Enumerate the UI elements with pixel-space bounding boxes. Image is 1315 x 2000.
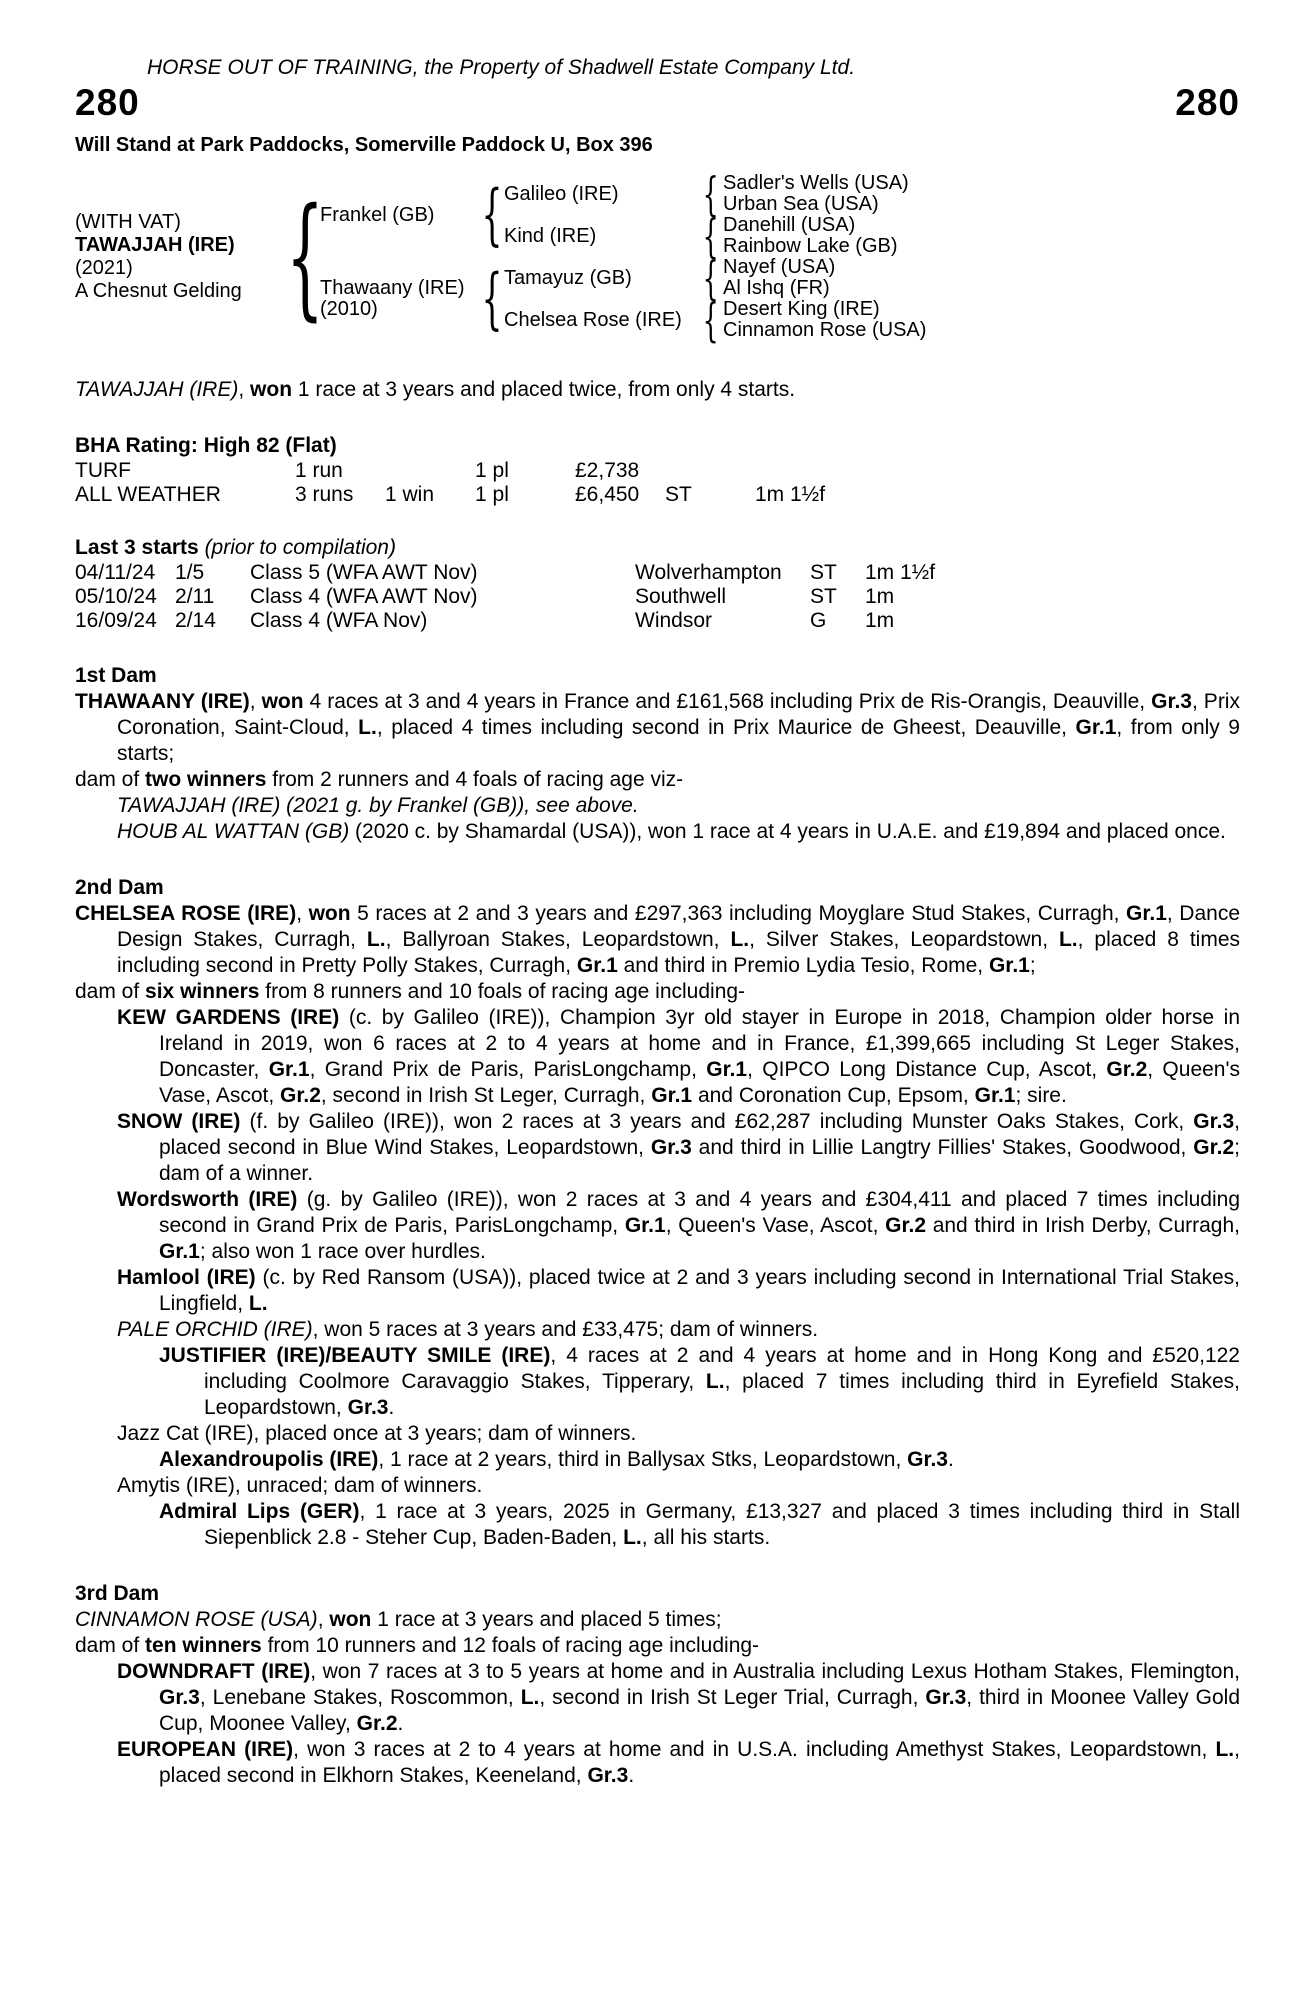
first-dam-heading: 1st Dam — [75, 664, 157, 687]
lot-number-row — [75, 84, 1240, 121]
pedigree-table — [75, 167, 1240, 347]
great-grandparent-name: Nayef (USA) — [723, 256, 836, 278]
table-cell — [755, 459, 1240, 483]
great-grandparent-name: Urban Sea (USA) — [723, 193, 879, 215]
table-cell: 1 run — [295, 459, 343, 482]
dam2-amytis-paragraph: Amytis (IRE), unraced; dam of winners. — [117, 1474, 483, 1497]
table-cell: ST — [810, 561, 837, 584]
race-record-table — [75, 459, 1240, 507]
sire-name: Frankel (GB) — [320, 203, 435, 226]
dam1-houb-al-wattan-paragraph: HOUB AL WATTAN (GB) (2020 c. by Shamardal (USA)), won 1 race at 4 years in U.A.E. and £19,894 and placed once. — [117, 820, 1226, 843]
dam3-downdraft-paragraph: DOWNDRAFT (IRE), won 7 races at 3 to 5 years at home and in Australia including Lexus Hotham Stakes, Flemington, Gr.3, Lenebane Stakes, Roscommon, L., second in Irish St Leger Trial, Curragh, Gr.3, third in Moonee Valley Gold Cup, Moonee Valley, Gr.2. — [117, 1660, 1240, 1735]
table-cell: 05/10/24 — [75, 585, 157, 608]
dam1-thawaany-paragraph: THAWAANY (IRE), won 4 races at 3 and 4 years in France and £161,568 including Prix de Ris-Orangis, Deauville, Gr.3, Prix Coronation, Saint-Cloud, L., placed 4 times including second in Prix Maurice de Gheest, Deauville, Gr.1, from only 9 starts; — [75, 690, 1240, 765]
horse-description: A Chesnut Gelding — [75, 280, 242, 302]
dam2-justifier-paragraph: JUSTIFIER (IRE)/BEAUTY SMILE (IRE), 4 races at 2 and 4 years at home and in Hong Kong and £520,122 including Coolmore Caravaggio Stakes, Tipperary, L., placed 7 times including third in Eyrefield Stakes, Leopardstown, Gr.3. — [159, 1344, 1240, 1419]
pedigree-brace-gg3: { — [702, 251, 720, 305]
great-grandparent-name: Al Ishq (FR) — [723, 277, 830, 299]
table-cell: 16/09/24 — [75, 609, 157, 632]
dam2-admiral-lips-paragraph: Admiral Lips (GER), 1 race at 3 years, 2025 in Germany, £13,327 and placed 3 times including third in Stall Siepenblick 2.8 - Steher Cup, Baden-Baden, L., all his starts. — [159, 1500, 1240, 1549]
third-dam-heading: 3rd Dam — [75, 1582, 160, 1605]
table-cell: 1m 1½f — [865, 561, 936, 584]
table-cell: Class 4 (WFA Nov) — [250, 609, 428, 632]
stand-location-line: Will Stand at Park Paddocks, Somerville Paddock U, Box 396 — [75, 134, 653, 156]
dam1-produce-line: dam of two winners from 2 runners and 4 foals of racing age viz- — [75, 768, 684, 791]
table-cell: Wolverhampton — [635, 561, 782, 584]
dam3-european-paragraph: EUROPEAN (IRE), won 3 races at 2 to 4 years at home and in U.S.A. including Amethyst Stakes, Leopardstown, L., placed second in Elkhorn Stakes, Keeneland, Gr.3. — [117, 1738, 1240, 1787]
dam2-kew-gardens-paragraph: KEW GARDENS (IRE) (c. by Galileo (IRE)), Champion 3yr old stayer in Europe in 2018, Champion older horse in Ireland in 2019, won 6 races at 2 to 4 years at home and in France, £1,399,665 including St Leger Stakes, Doncaster, Gr.1, Grand Prix de Paris, ParisLongchamp, Gr.1, QIPCO Long Distance Cup, Ascot, Gr.2, Queen's Vase, Ascot, Gr.2, second in Irish St Leger, Curragh, Gr.1 and Coronation Cup, Epsom, Gr.1; sire. — [117, 1006, 1240, 1107]
second-dam-heading: 2nd Dam — [75, 876, 164, 899]
table-cell: ST — [810, 585, 837, 608]
table-cell: 1 win — [385, 483, 435, 506]
dam2-snow-paragraph: SNOW (IRE) (f. by Galileo (IRE)), won 2 races at 3 years and £62,287 including Munster Oaks Stakes, Cork, Gr.3, placed second in Blue Wind Stakes, Leopardstown, Gr.3 and third in Lillie Langtry Fillies' Stakes, Goodwood, Gr.2; dam of a winner. — [117, 1110, 1240, 1185]
pedigree-brace-gg1: { — [702, 167, 720, 221]
dam2-hamlool-paragraph: Hamlool (IRE) (c. by Red Ransom (USA)), placed twice at 2 and 3 years including second in International Trial Stakes, Lingfield, L. — [117, 1266, 1240, 1315]
pedigree-brace-dam: { — [481, 260, 503, 337]
bha-rating-title: BHA Rating: High 82 (Flat) — [75, 434, 337, 457]
table-cell — [665, 459, 755, 483]
great-grandparent-name: Cinnamon Rose (USA) — [723, 319, 927, 341]
table-cell — [385, 459, 475, 483]
last-starts-section — [75, 535, 1240, 633]
dam2-jazz-cat-paragraph: Jazz Cat (IRE), placed once at 3 years; dam of winners. — [117, 1422, 637, 1445]
great-grandparent-name: Sadler's Wells (USA) — [723, 172, 909, 194]
horse-details — [75, 211, 290, 303]
dam-birth-year: (2010) — [320, 298, 378, 320]
last-starts-table — [75, 561, 1240, 633]
table-cell: 1m — [865, 609, 895, 632]
table-cell: 1/5 — [175, 561, 205, 584]
dam-name-block — [320, 278, 480, 320]
lot-number-left: 280 — [75, 82, 140, 123]
table-cell: Class 4 (WFA AWT Nov) — [250, 585, 478, 608]
horse-birth-year: (2021) — [75, 257, 133, 279]
table-cell: 04/11/24 — [75, 561, 156, 584]
table-cell: Windsor — [635, 609, 713, 632]
table-cell: G — [810, 609, 827, 632]
dam2-wordsworth-paragraph: Wordsworth (IRE) (g. by Galileo (IRE)), won 2 races at 3 and 4 years and £304,411 and placed 7 times including second in Grand Prix de Paris, ParisLongchamp, Gr.1, Queen's Vase, Ascot, Gr.2 and third in Irish Derby, Curragh, Gr.1; also won 1 race over hurdles. — [117, 1188, 1240, 1263]
table-cell: 2/11 — [175, 585, 215, 608]
table-cell: 1m 1½f — [755, 483, 826, 506]
table-cell: Southwell — [635, 585, 727, 608]
table-cell: 1 pl — [475, 483, 509, 506]
pedigree-brace-sire: { — [481, 176, 503, 253]
table-cell: 1m — [865, 585, 895, 608]
last-starts-title: Last 3 starts (prior to compilation) — [75, 536, 396, 559]
vat-note: (WITH VAT) — [75, 211, 181, 233]
great-grandparent-name: Rainbow Lake (GB) — [723, 235, 898, 257]
bha-rating-section — [75, 433, 1240, 507]
dam-name: Thawaany (IRE) — [320, 277, 465, 299]
table-cell: 1 pl — [475, 459, 509, 482]
table-cell: 2/14 — [175, 609, 216, 632]
pedigree-brace-gg2: { — [702, 209, 720, 263]
sire-dam-name: Kind (IRE) — [504, 224, 597, 247]
dam-dam-name: Chelsea Rose (IRE) — [504, 308, 682, 331]
great-grandparent-name: Danehill (USA) — [723, 214, 856, 236]
table-cell: ALL WEATHER — [75, 483, 221, 506]
table-cell: £6,450 — [575, 483, 640, 506]
table-cell: 3 runs — [295, 483, 354, 506]
dam3-cinnamon-rose-paragraph: CINNAMON ROSE (USA), won 1 race at 3 years and placed 5 times; — [75, 1608, 722, 1631]
dam3-produce-line: dam of ten winners from 10 runners and 12 foals of racing age including- — [75, 1634, 760, 1657]
sire-sire-name: Galileo (IRE) — [504, 182, 619, 205]
pedigree-brace-main: { — [286, 180, 324, 334]
table-cell: TURF — [75, 459, 131, 482]
dam2-alexandroupolis-paragraph: Alexandroupolis (IRE), 1 race at 2 years, third in Ballysax Stks, Leopardstown, Gr.3. — [159, 1448, 954, 1471]
table-cell: ST — [665, 483, 692, 506]
race-summary: TAWAJJAH (IRE), won 1 race at 3 years and placed twice, from only 4 starts. — [75, 378, 796, 401]
lot-number-right: 280 — [1175, 82, 1240, 123]
table-cell: Class 5 (WFA AWT Nov) — [250, 561, 478, 584]
horse-name: TAWAJJAH (IRE) — [75, 234, 235, 256]
property-line: HORSE OUT OF TRAINING, the Property of Shadwell Estate Company Ltd. — [147, 56, 856, 79]
great-grandparent-name: Desert King (IRE) — [723, 298, 880, 320]
dam2-pale-orchid-paragraph: PALE ORCHID (IRE), won 5 races at 3 years and £33,475; dam of winners. — [117, 1318, 819, 1341]
dam-sire-name: Tamayuz (GB) — [504, 266, 632, 289]
dam2-chelsea-rose-paragraph: CHELSEA ROSE (IRE), won 5 races at 2 and 3 years and £297,363 including Moyglare Stud Stakes, Curragh, Gr.1, Dance Design Stakes, Curragh, L., Ballyroan Stakes, Leopardstown, L., Silver Stakes, Leopardstown, L., placed 8 times including second in Pretty Polly Stakes, Curragh, Gr.1 and third in Premio Lydia Tesio, Rome, Gr.1; — [75, 902, 1241, 977]
dam2-produce-line: dam of six winners from 8 runners and 10 foals of racing age including- — [75, 980, 746, 1003]
table-cell: £2,738 — [575, 459, 640, 482]
dam1-tawajjah-paragraph: TAWAJJAH (IRE) (2021 g. by Frankel (GB)), see above. — [117, 794, 639, 817]
pedigree-brace-gg4: { — [702, 293, 720, 347]
